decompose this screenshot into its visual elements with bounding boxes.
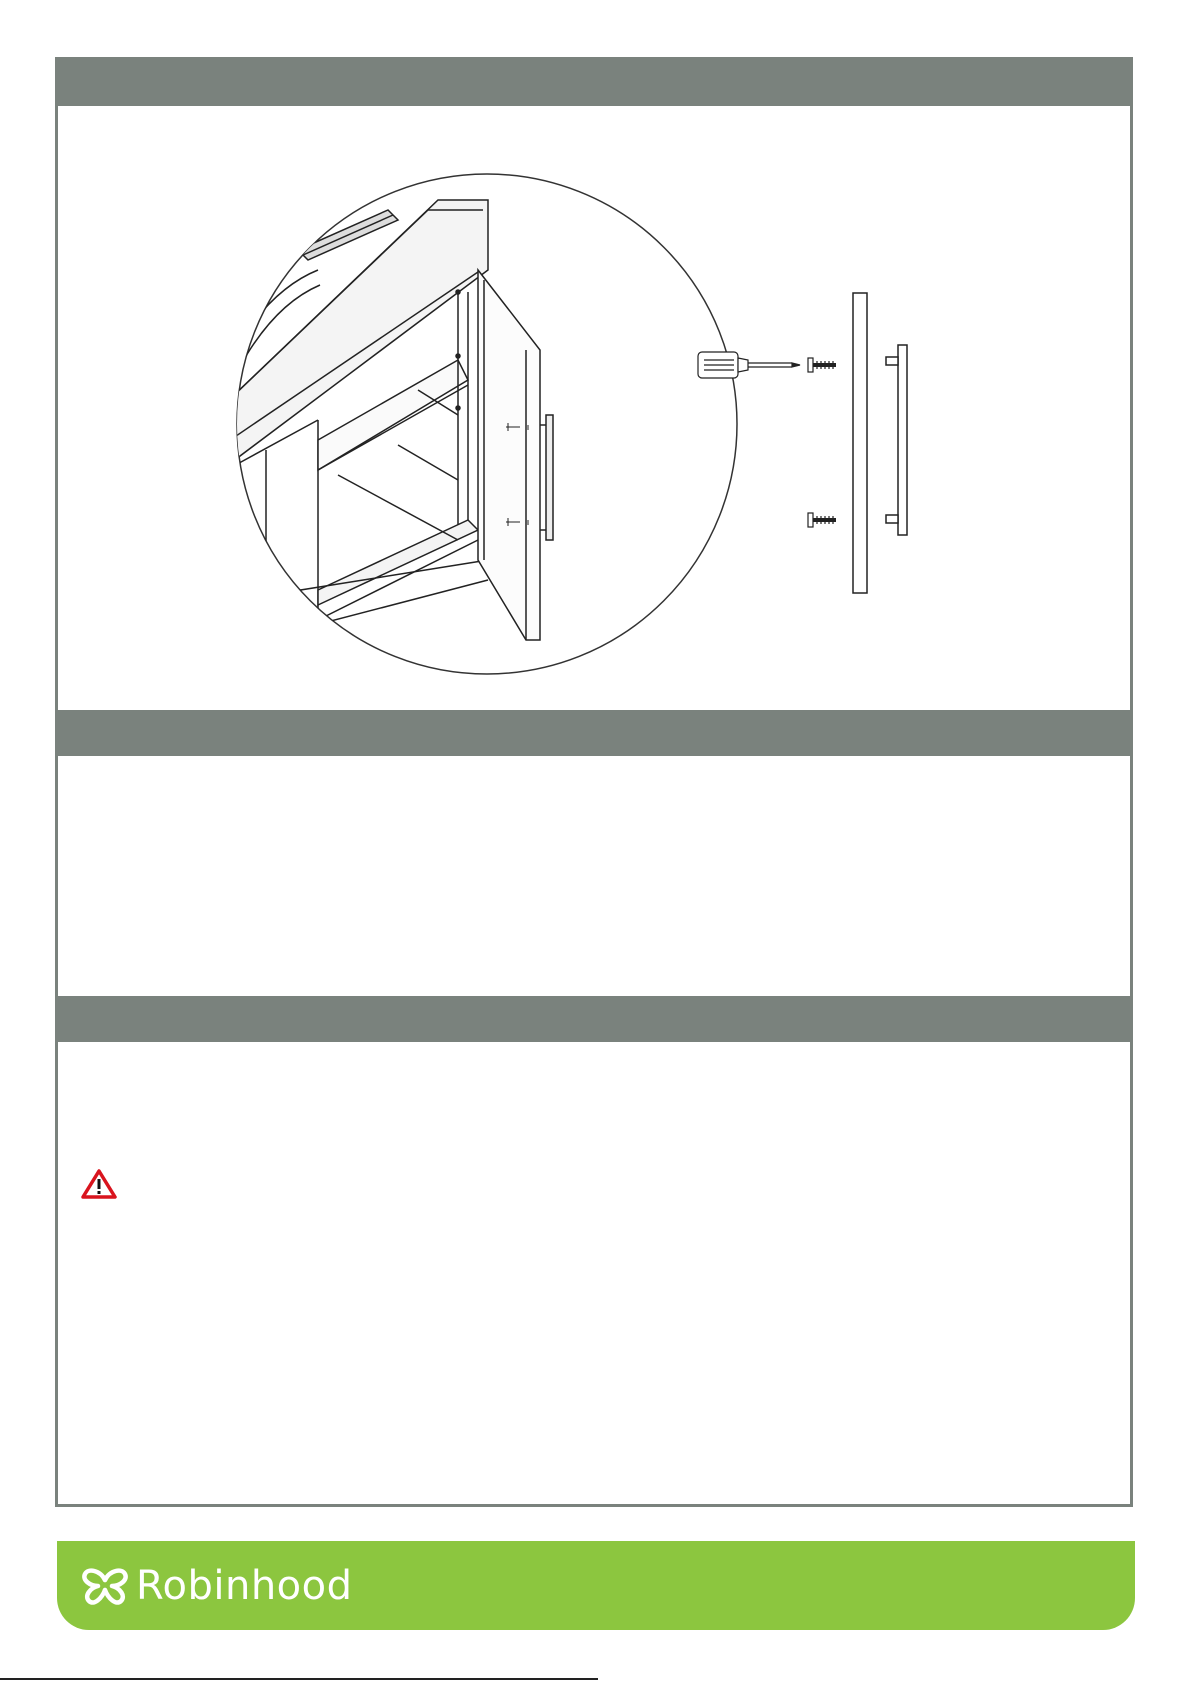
assembly-diagram	[58, 60, 1130, 710]
cabinet-closeup-illustration	[208, 174, 737, 674]
instruction-page-frame	[55, 57, 1133, 1507]
door-panel-side-view	[853, 293, 867, 593]
handle-side-view	[886, 345, 907, 535]
page-bottom-rule	[0, 1678, 598, 1680]
brand-name: Robinhood	[136, 1563, 353, 1609]
butterfly-logo-icon	[80, 1566, 130, 1606]
warning-triangle-icon	[81, 1168, 117, 1200]
screw-icon	[808, 358, 836, 372]
section-header-band-3	[58, 996, 1130, 1042]
brand-logo	[80, 1563, 353, 1609]
section-header-band-2	[58, 710, 1130, 756]
screwdriver-icon	[698, 352, 800, 378]
screw-icon	[808, 513, 836, 527]
